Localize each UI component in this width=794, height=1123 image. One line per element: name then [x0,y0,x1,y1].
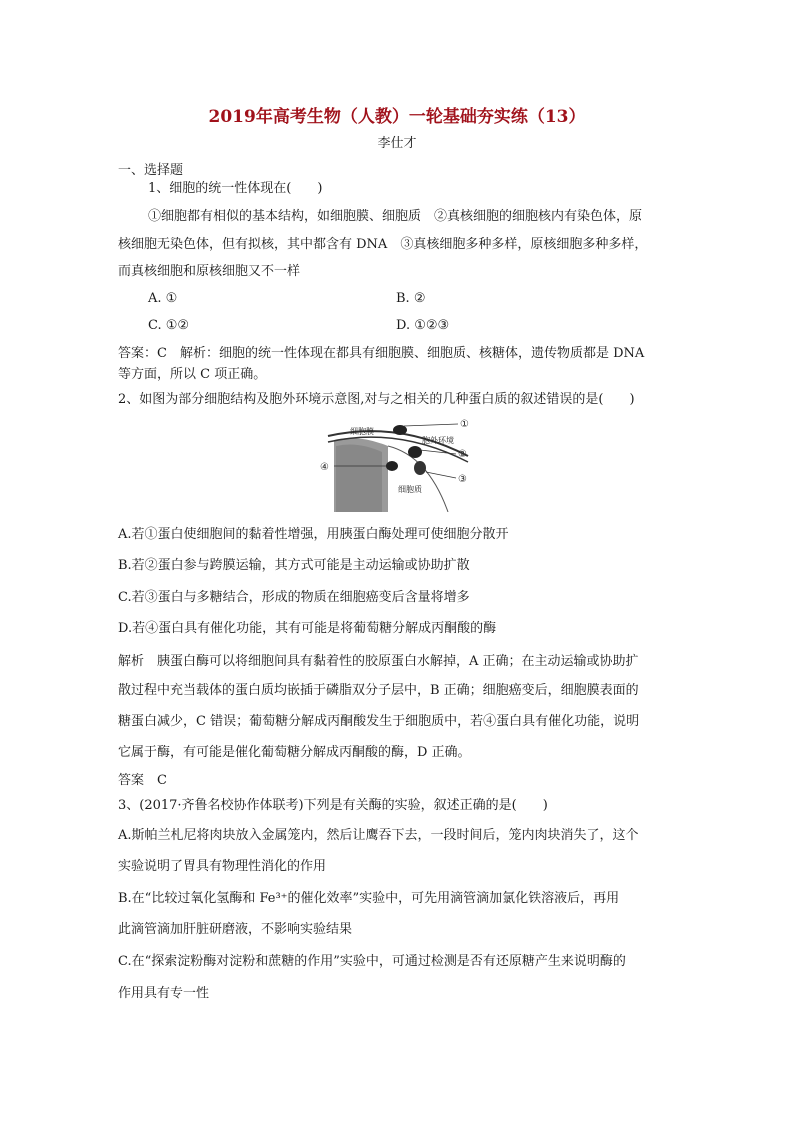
q3-option-c: C.在“探索淀粉酶对淀粉和蔗糖的作用”实验中，可通过检测是否有还原糖产生来说明酶的 [118,954,626,969]
q1-body-line: 核细胞无染色体，但有拟核，其中都含有 DNA ③真核细胞多种多样，原核细胞多种多样， [118,237,648,252]
label-extracellular: 胞外环境 [422,436,454,445]
q2-option-a: A.若①蛋白使细胞间的黏着性增强，用胰蛋白酶处理可使细胞分散开 [118,527,509,542]
q3-option-b: B.在“比较过氧化氢酶和 Fe³⁺的催化效率”实验中，可先用滴管滴加氯化铁溶液后，再用 [118,891,620,906]
protein-3 [414,461,426,475]
q2-option-c: C.若③蛋白与多糖结合，形成的物质在细胞癌变后含量将增多 [118,590,470,605]
q3-option-c-cont: 作用具有专一性 [118,986,210,1001]
q3-option-a-cont: 实验说明了胃具有物理性消化的作用 [118,859,327,874]
q1-stem: 1、细胞的统一性体现在( ) [148,181,323,196]
q1-body-line: ①细胞都有相似的基本结构，如细胞膜、细胞质 ②真核细胞的细胞核内有染色体，原 [148,209,643,224]
q2-explanation-line: 糖蛋白减少，C 错误；葡萄糖分解成丙酮酸发生于细胞质中，若④蛋白具有催化功能，说明 [118,714,640,729]
q2-explanation-line: 散过程中充当载体的蛋白质均嵌插于磷脂双分子层中，B 正确；细胞癌变后，细胞膜表面的 [118,683,639,698]
q2-option-b: B.若②蛋白参与跨膜运输，其方式可能是主动运输或协助扩散 [118,558,470,573]
q2-explanation-line: 它属于酶，有可能是催化葡萄糖分解成丙酮酸的酶，D 正确。 [118,745,471,760]
marker-1: ① [460,419,469,430]
q2-option-d: D.若④蛋白具有催化功能，其有可能是将葡萄糖分解成丙酮酸的酶 [118,621,497,636]
q3-option-a: A.斯帕兰札尼将肉块放入金属笼内，然后让鹰吞下去，一段时间后，笼内肉块消失了，这个 [118,828,639,843]
marker-4: ④ [320,462,329,473]
label-membrane: 细胞膜 [350,427,374,436]
q1-body-line: 而真核细胞和原核细胞又不一样 [118,264,301,279]
protein-1 [393,425,407,435]
q1-option-a: A. ① [148,291,178,306]
q3-option-b-cont: 此滴管滴加肝脏研磨液，不影响实验结果 [118,922,353,937]
label-cytoplasm: 细胞质 [398,485,422,494]
q2-stem: 2、如图为部分细胞结构及胞外环境示意图,对与之相关的几种蛋白质的叙述错误的是( ) [118,392,635,407]
protein-4 [386,461,398,471]
q2-explanation-line: 解析 胰蛋白酶可以将细胞间具有黏着性的胶原蛋白水解掉，A 正确；在主动运输或协助扩 [118,654,639,669]
cell-structure-figure [318,416,478,512]
author: 李仕才 [377,136,417,151]
section-heading: 一、选择题 [118,163,184,178]
protein-2 [408,446,422,458]
page-title: 2019年高考生物（人教）一轮基础夯实练（13） [208,107,586,127]
q3-stem: 3、(2017·齐鲁名校协作体联考)下列是有关酶的实验，叙述正确的是( ) [118,798,548,813]
q1-option-c: C. ①② [148,318,190,333]
q1-answer-line: 答案：C 解析：细胞的统一性体现在都具有细胞膜、细胞质、核糖体，遗传物质都是 DNA [118,346,645,361]
q1-option-b: B. ② [396,291,426,306]
q1-option-d: D. ①②③ [396,318,450,333]
marker-3: ③ [458,474,467,485]
q1-answer-line: 等方面，所以 C 项正确。 [118,367,267,382]
q2-answer: 答案 C [118,773,167,788]
marker-2: ② [458,449,467,460]
